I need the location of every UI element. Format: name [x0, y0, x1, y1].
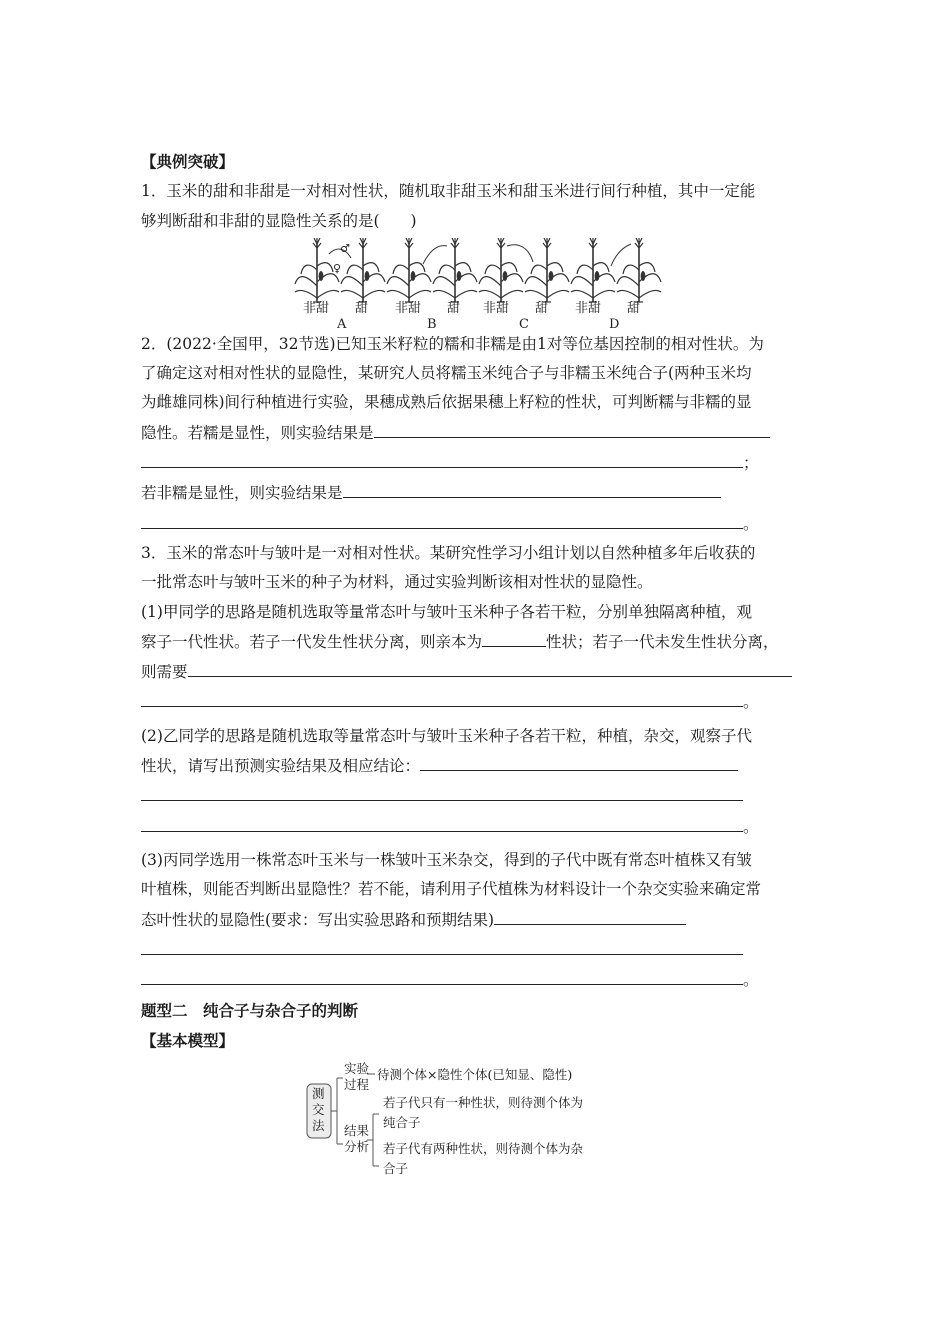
- pollination-arrow-d: [611, 244, 631, 266]
- result2-line2: 合子: [383, 1161, 409, 1177]
- corn-plants-illustration: [141, 238, 813, 330]
- q3-part3-answer2: 。: [141, 965, 813, 995]
- answer-blank[interactable]: [374, 418, 770, 438]
- q3-part2-line1: (2)乙同学的思路是随机选取等量常态叶与皱叶玉米种子各若干粒，种植，杂交，观察子代: [141, 726, 752, 745]
- q2-line3: 为雌雄同株)间行种植进行实验，果穗成熟后依据果穗上籽粒的性状，可判断糯与非糯的显: [141, 393, 752, 412]
- pollination-arrow-c: [507, 245, 533, 262]
- answer-blank[interactable]: [494, 905, 686, 925]
- branch1-label-a: 实验: [344, 1061, 370, 1077]
- label-d-right: 甜: [627, 300, 641, 316]
- option-d-letter: D: [609, 316, 620, 330]
- q3-part3-answer1: [141, 935, 813, 965]
- option-b-letter: B: [427, 316, 437, 330]
- q3-part2-answer2: 。: [141, 812, 813, 842]
- q3-part1-line2: 察子一代性状。若子一代发生性状分离，则亲本为 性状；若子一代未发生性状分离，: [141, 627, 813, 657]
- q1-line2: 够判断甜和非甜的显隐性关系的是( ): [141, 211, 417, 230]
- answer-blank[interactable]: [141, 965, 743, 985]
- label-c-right: 甜: [535, 300, 549, 316]
- answer-blank[interactable]: [141, 935, 743, 955]
- female-symbol: ♀: [333, 261, 342, 275]
- answer-blank[interactable]: [343, 478, 721, 498]
- q1-line1: 1．玉米的甜和非甜是一对相对性状，随机取非甜玉米和甜玉米进行间行种植，其中一定能: [141, 182, 756, 201]
- pollination-arrow-b: [423, 246, 447, 264]
- heading-model: 【基本模型】: [141, 1031, 235, 1050]
- q3-part1-answer: 。: [141, 687, 813, 717]
- answer-blank[interactable]: [482, 627, 546, 647]
- answer-blank[interactable]: [188, 657, 792, 677]
- label-a-left: 非甜: [303, 300, 330, 316]
- q3-line2: 一批常态叶与皱叶玉米的种子为材料，通过实验判断该相对性状的显隐性。: [141, 573, 653, 592]
- root-label: 测交法: [312, 1086, 325, 1134]
- branch1-label-b: 过程: [344, 1077, 370, 1093]
- answer-blank[interactable]: [420, 751, 738, 771]
- heading-examples: 【典例突破】: [141, 153, 235, 171]
- q3-part1-line3: 则需要: [141, 657, 813, 687]
- q2-line1: 2．(2022·全国甲，32节选)已知玉米籽粒的糯和非糯是由1对等位基因控制的相对性状。为: [141, 334, 764, 353]
- label-c-left: 非甜: [483, 300, 510, 316]
- label-b-right: 甜: [447, 300, 461, 316]
- q3-part2-line2: 性状，请写出预测实验结果及相应结论：: [141, 751, 813, 781]
- branch1-text: 待测个体×隐性个体(已知显、隐性): [377, 1067, 573, 1083]
- male-symbol: ♂: [340, 241, 350, 255]
- q2-line5: 若非糯是显性，则实验结果是: [141, 478, 813, 508]
- result1-line1: 若子代只有一种性状，则待测个体为: [383, 1095, 584, 1111]
- plant-b-right: [433, 238, 477, 302]
- corn-figure: [141, 238, 813, 330]
- label-d-left: 非甜: [575, 300, 602, 316]
- section2-title: 题型二 纯合子与杂合子的判断: [141, 1002, 359, 1021]
- q3-line1: 3．玉米的常态叶与皱叶是一对相对性状。某研究性学习小组计划以自然种植多年后收获的: [141, 543, 756, 562]
- q3-part1-line1: (1)甲同学的思路是随机选取等量常态叶与皱叶玉米种子各若干粒，分别单独隔离种植，观: [141, 602, 752, 621]
- answer-blank[interactable]: [141, 509, 743, 529]
- plant-d-left: [571, 238, 615, 302]
- plant-b-left: [387, 238, 431, 302]
- q2-line4: 隐性。若糯是显性，则实验结果是: [141, 418, 813, 448]
- answer-blank[interactable]: [141, 812, 743, 832]
- q3-part3-line3: 态叶性状的显隐性(要求：写出实验思路和预期结果): [141, 905, 813, 935]
- result2-line1: 若子代有两种性状，则待测个体为杂: [383, 1141, 584, 1157]
- q2-answer-line1: ；: [141, 448, 813, 478]
- document-page: [141, 148, 813, 1178]
- q2-answer-line2: 。: [141, 509, 813, 539]
- option-c-letter: C: [519, 316, 529, 330]
- option-a-letter: A: [337, 316, 347, 330]
- label-b-left: 非甜: [395, 300, 422, 316]
- answer-blank[interactable]: [141, 687, 743, 707]
- testcross-diagram: [141, 1060, 813, 1178]
- plant-c-right: [525, 238, 569, 302]
- answer-blank[interactable]: [141, 781, 743, 801]
- q3-part3-line1: (3)丙同学选用一株常态叶玉米与一株皱叶玉米杂交，得到的子代中既有常态叶植株又有皱: [141, 850, 752, 869]
- q3-part3-line2: 叶植株，则能否判断出显隐性？若不能，请利用子代植株为材料设计一个杂交实验来确定常: [141, 880, 762, 899]
- plant-c-left: [479, 238, 523, 302]
- answer-blank[interactable]: [141, 448, 743, 468]
- result1-line2: 纯合子: [383, 1115, 421, 1131]
- branch2-label-a: 结果: [344, 1123, 370, 1139]
- branch2-label-b: 分析: [344, 1139, 370, 1155]
- label-a-right: 甜: [355, 300, 369, 316]
- q3-part2-answer1: [141, 781, 813, 811]
- q2-line2: 了确定这对相对性状的显隐性，某研究人员将糯玉米纯合子与非糯玉米纯合子(两种玉米均: [141, 364, 752, 383]
